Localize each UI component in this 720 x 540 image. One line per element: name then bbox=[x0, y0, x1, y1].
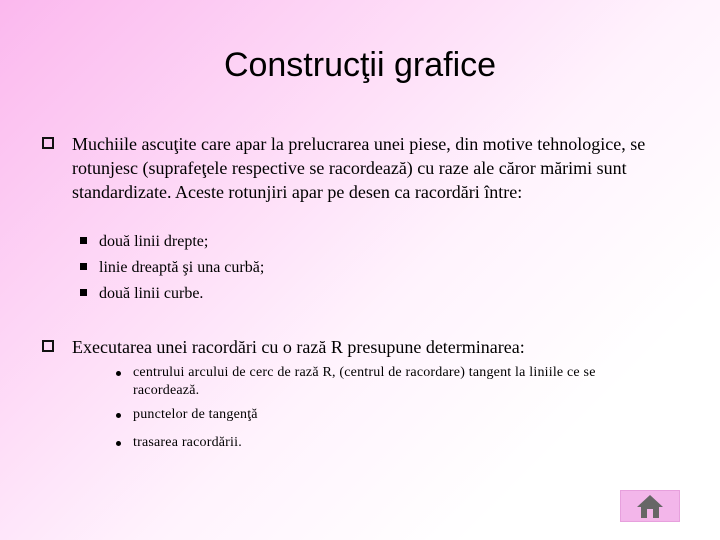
checkbox-bullet-icon bbox=[42, 137, 54, 149]
slide-title: Construcţii grafice bbox=[223, 46, 497, 84]
square-bullet-icon bbox=[80, 289, 87, 296]
round-bullet-icon bbox=[116, 413, 121, 418]
paragraph-1-text: Muchiile ascuţite care apar la prelucrarea unei piese, din motive tehnologice, se rotunjesc (suprafeţele respective se racordează) cu raze ale căror mărimi sunt standardizate. Aceste rotunjiri apar pe desen ca racordări între: bbox=[72, 134, 646, 202]
round-bullet-icon bbox=[116, 371, 121, 376]
list-item: linie dreaptă şi una curbă; bbox=[80, 255, 264, 281]
paragraph-1 bbox=[42, 132, 682, 204]
checkbox-bullet-icon bbox=[42, 340, 54, 352]
list-item: trasarea racordării. bbox=[116, 434, 656, 452]
paragraph-2-text: Executarea unei racordări cu o rază R presupune determinarea: bbox=[72, 337, 525, 357]
round-bullet-icon bbox=[116, 441, 121, 446]
square-bullet-icon bbox=[80, 237, 87, 244]
home-icon bbox=[636, 493, 664, 519]
home-button[interactable] bbox=[620, 490, 680, 522]
list-item: punctelor de tangenţă bbox=[116, 406, 656, 424]
list-item: centrului arcului de cerc de rază R, (centrul de racordare) tangent la liniile ce se racordează. bbox=[116, 364, 656, 400]
paragraph-2 bbox=[42, 335, 682, 359]
list-item: două linii drepte; bbox=[80, 229, 208, 255]
square-bullet-icon bbox=[80, 263, 87, 270]
list-item: două linii curbe. bbox=[80, 281, 203, 307]
